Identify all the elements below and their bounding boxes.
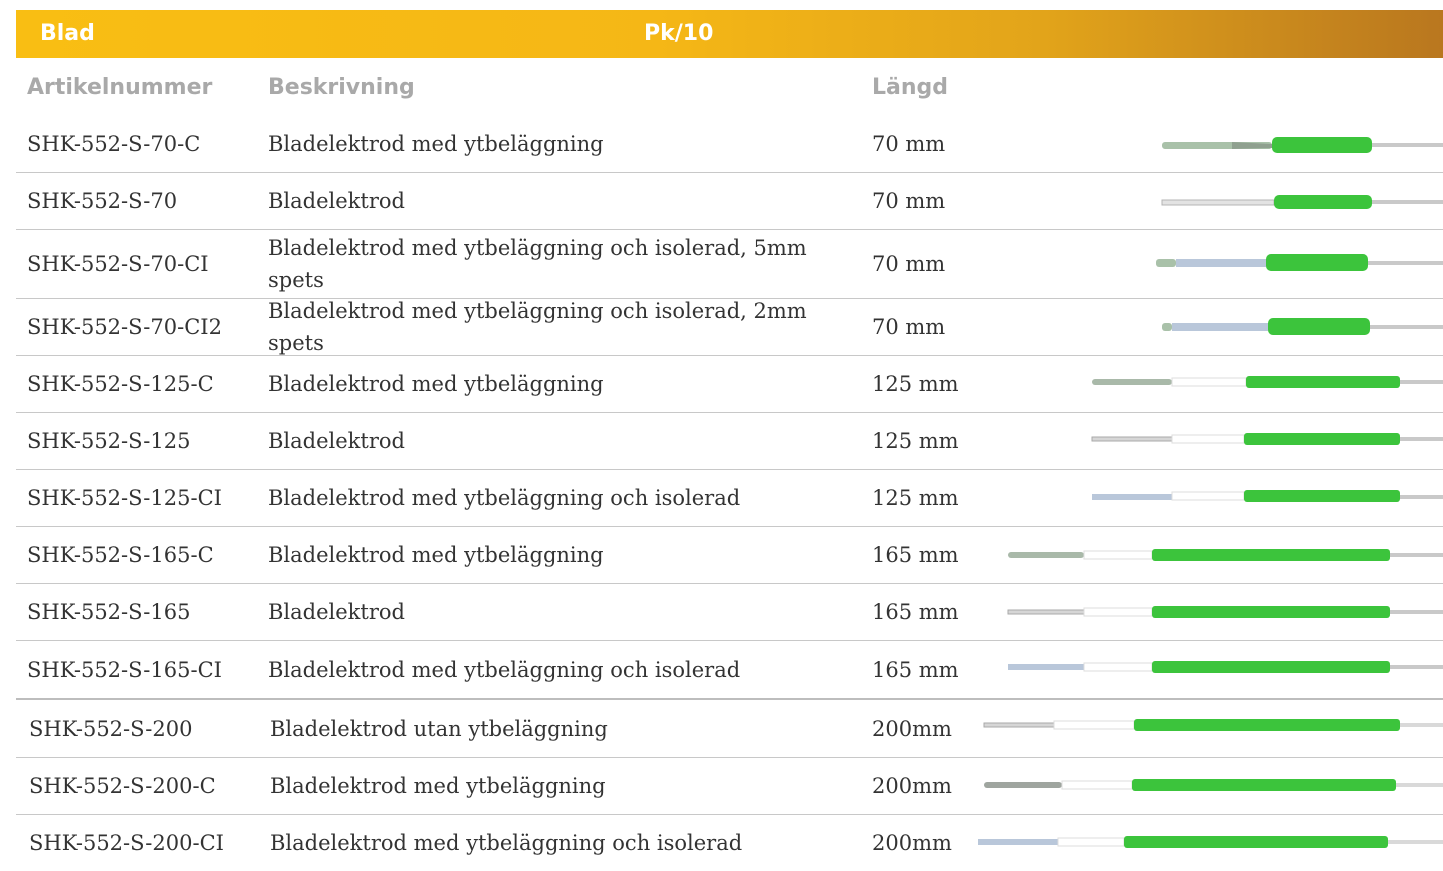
description: Bladelektrod med ytbeläggning och isolerad <box>270 831 743 855</box>
description: Bladelektrod med ytbeläggning <box>270 774 606 798</box>
table-row <box>16 584 1443 641</box>
electrode-image <box>976 700 1443 757</box>
description: Bladelektrod utan ytbeläggning <box>270 716 608 741</box>
article-number: SHK-552-S-125-CI <box>27 486 222 510</box>
product-table <box>16 116 1443 871</box>
length: 70 mm <box>872 315 946 339</box>
article-number: SHK-552-S-165-C <box>27 543 214 567</box>
length: 70 mm <box>872 252 946 276</box>
electrode-image <box>976 758 1443 814</box>
length: 125 mm <box>872 429 959 453</box>
length: 165 mm <box>872 543 959 567</box>
description: Bladelektrod med ytbeläggning <box>268 543 604 567</box>
table-row <box>16 230 1443 299</box>
column-headers <box>0 62 1443 114</box>
column-header-description: Beskrivning <box>268 75 415 100</box>
category-label: Blad <box>40 21 95 46</box>
article-number: SHK-552-S-70 <box>27 189 178 213</box>
column-header-length: Längd <box>872 75 949 100</box>
column-header-article: Artikelnummer <box>27 75 213 100</box>
description: Bladelektrod med ytbeläggning och isolerad <box>268 486 741 510</box>
description: Bladelektrod med ytbeläggning och isolerad, 5mm spets <box>268 236 807 292</box>
table-row <box>16 815 1443 871</box>
description: Bladelektrod <box>268 189 405 213</box>
electrode-image <box>976 470 1443 526</box>
article-number: SHK-552-S-125 <box>27 429 191 453</box>
length: 200mm <box>872 774 952 798</box>
table-row <box>16 116 1443 173</box>
electrode-image <box>976 116 1443 172</box>
table-header-bar <box>16 10 1443 58</box>
article-number: SHK-552-S-200-C <box>29 774 216 798</box>
description: Bladelektrod <box>268 600 405 624</box>
electrode-image <box>976 230 1443 298</box>
electrode-image <box>976 527 1443 583</box>
article-number: SHK-552-S-125-C <box>27 372 214 396</box>
length: 125 mm <box>872 486 959 510</box>
description: Bladelektrod <box>268 429 405 453</box>
table-row <box>16 641 1443 700</box>
description: Bladelektrod med ytbeläggning och isolerad <box>268 657 741 682</box>
electrode-image <box>976 641 1443 698</box>
length: 200mm <box>872 831 952 855</box>
length: 70 mm <box>872 132 946 156</box>
electrode-image <box>976 584 1443 640</box>
length: 200mm <box>872 716 952 741</box>
table-row <box>16 413 1443 470</box>
description: Bladelektrod med ytbeläggning <box>268 132 604 156</box>
table-row <box>16 470 1443 527</box>
electrode-image <box>976 299 1443 355</box>
pack-size-label: Pk/10 <box>644 21 714 46</box>
electrode-image <box>976 815 1443 871</box>
table-row <box>16 700 1443 758</box>
article-number: SHK-552-S-200-CI <box>29 831 224 855</box>
article-number: SHK-552-S-165-CI <box>27 657 222 682</box>
article-number: SHK-552-S-70-CI2 <box>27 315 222 339</box>
description: Bladelektrod med ytbeläggning <box>268 372 604 396</box>
length: 125 mm <box>872 372 959 396</box>
table-row <box>16 758 1443 815</box>
article-number: SHK-552-S-70-CI <box>27 252 209 276</box>
electrode-image <box>976 356 1443 412</box>
table-row <box>16 173 1443 230</box>
article-number: SHK-552-S-165 <box>27 600 191 624</box>
length: 70 mm <box>872 189 946 213</box>
length: 165 mm <box>872 657 959 682</box>
article-number: SHK-552-S-70-C <box>27 132 201 156</box>
table-row <box>16 299 1443 356</box>
table-row <box>16 527 1443 584</box>
length: 165 mm <box>872 600 959 624</box>
table-row <box>16 356 1443 413</box>
description: Bladelektrod med ytbeläggning och isolerad, 2mm spets <box>268 299 807 355</box>
electrode-image <box>976 173 1443 229</box>
electrode-image <box>976 413 1443 469</box>
article-number: SHK-552-S-200 <box>29 716 193 741</box>
